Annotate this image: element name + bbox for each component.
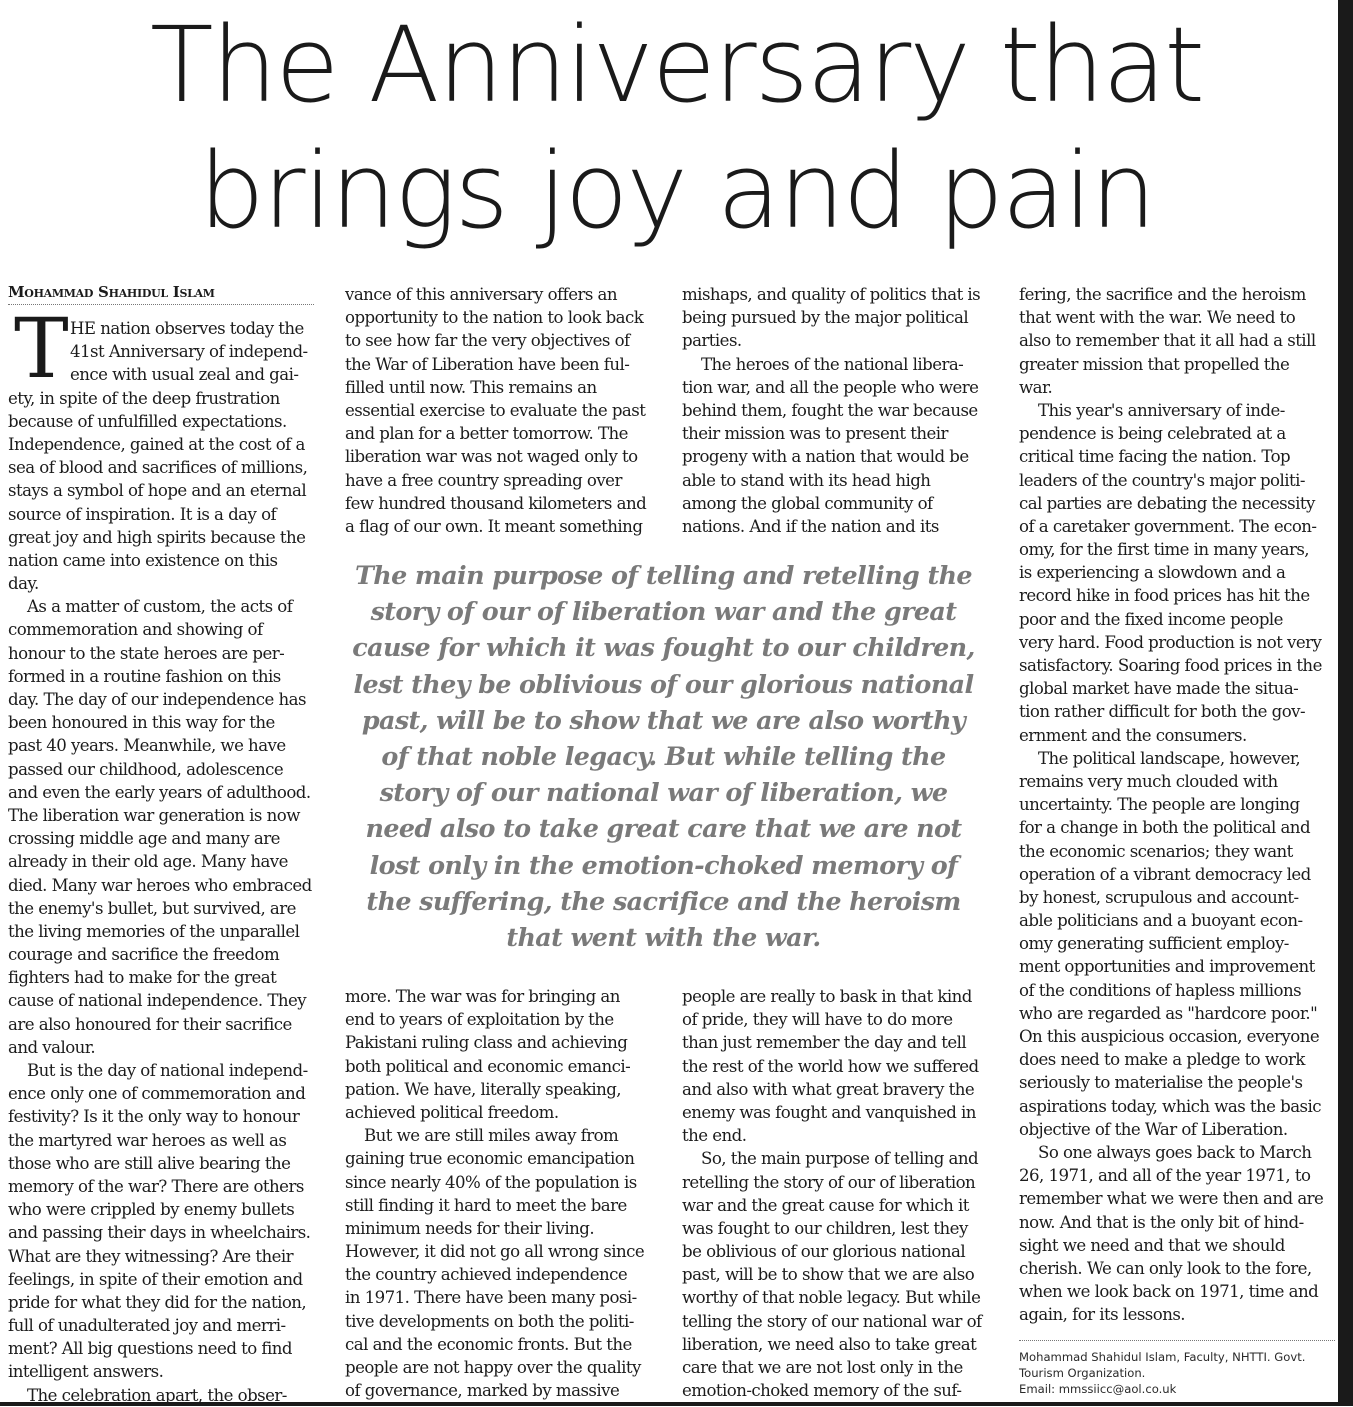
text-line: and valour. [8, 1037, 96, 1057]
text-line: the living memories of the unparallel [8, 921, 300, 941]
text-line: On this auspicious occasion, everyone [1019, 1027, 1320, 1046]
text-line: very hard. Food production is not very [1019, 632, 1322, 652]
text-line: of the conditions of hapless millions [1019, 980, 1302, 1000]
article-column-3-bottom [682, 985, 1002, 1402]
text-line: Pakistani ruling class and achieving [345, 1033, 628, 1053]
text-line: leaders of the country's major politi- [1019, 470, 1305, 490]
text-line: of governance, marked by massive [345, 1381, 620, 1401]
text-line: and even the early years of adulthood. [8, 782, 311, 802]
text-line: pation. We have, literally speaking, [345, 1079, 622, 1099]
text-line: of a caretaker government. The econ- [1019, 516, 1317, 536]
text-line: both political and economic emanci- [345, 1056, 631, 1076]
author-bio-line: Email: mmssiicc@aol.co.uk [1019, 1381, 1177, 1396]
pull-quote-line: the suffering, the sacrifice and the heroism [366, 885, 961, 916]
text-line: stays a symbol of hope and an eternal [8, 481, 307, 501]
text-line: liberation war was not waged only to [345, 447, 638, 467]
pull-quote-line: that went with the war. [506, 922, 821, 953]
text-line: and also with what great bravery the [682, 1079, 975, 1099]
article-column-3-top [682, 283, 1002, 538]
text-line: aspirations today, which was the basic [1019, 1096, 1322, 1116]
text-line: and passing their days in wheelchairs. [8, 1223, 311, 1243]
text-line: to see how far the very objectives of [345, 331, 630, 351]
text-line: in 1971. There have been many posi- [345, 1288, 637, 1308]
text-line: of pride, they will have to do more [682, 1010, 953, 1030]
text-line: now. And that is the only bit of hind- [1019, 1212, 1304, 1232]
text-line: tion rather difficult for both the gov- [1019, 702, 1306, 722]
text-line: who are regarded as "hardcore poor." [1019, 1003, 1318, 1023]
text-line: formed in a routine fashion on this [8, 666, 281, 686]
text-line: remember what we were then and are [1019, 1189, 1324, 1209]
text-line: again, for its lessons. [1019, 1305, 1186, 1325]
text-line: festivity? Is it the only way to honour [8, 1107, 300, 1127]
text-line: their mission was to present their [682, 424, 948, 444]
text-line: full of unadulterated joy and merri- [8, 1316, 286, 1336]
text-line: war and the great cause for which it [682, 1195, 969, 1215]
text-line: have a free country spreading over [345, 470, 622, 490]
text-line: pride for what they did for the nation, [8, 1292, 307, 1312]
text-line: source of inspiration. It is a day of [8, 504, 277, 524]
text-line: remains very much clouded with [1019, 771, 1278, 791]
text-line: who were crippled by enemy bullets [8, 1200, 295, 1220]
text-line: those who are still alive bearing the [8, 1153, 291, 1173]
text-line: past 40 years. Meanwhile, we have [8, 736, 286, 756]
pull-quote-line: story of our national war of liberation, we [379, 777, 948, 808]
text-line: The liberation war generation is now [8, 805, 300, 825]
drop-cap: T [14, 302, 69, 397]
text-line: telling the story of our national war of [682, 1311, 982, 1331]
text-line: cherish. We can only look to the fore, [1019, 1258, 1312, 1278]
text-line: filled until now. This remains an [345, 377, 597, 397]
text-line: So one always goes back to March [1038, 1142, 1312, 1162]
text-line: poor and the fixed income people [1019, 609, 1283, 629]
text-line: few hundred thousand kilometers and [345, 493, 647, 513]
article-column-1 [8, 317, 326, 1407]
text-line: feelings, in spite of their emotion and [8, 1269, 303, 1289]
text-line: a flag of our own. It meant something [345, 516, 643, 536]
headline-line: brings joy and pain [198, 130, 1155, 252]
text-line: than just remember the day and tell [682, 1033, 967, 1053]
text-line: nations. And if the nation and its [682, 516, 939, 536]
text-line: the rest of the world how we suffered [682, 1056, 979, 1076]
text-line: sight we need and that we should [1019, 1235, 1285, 1255]
text-line: ence only one of commemoration and [8, 1084, 306, 1104]
text-line: more. The war was for bringing an [345, 987, 620, 1006]
text-line: and plan for a better tomorrow. The [345, 424, 628, 444]
text-line: since nearly 40% of the population is [345, 1172, 637, 1192]
text-line: fering, the sacrifice and the heroism [1019, 285, 1306, 304]
author-bio [1019, 1340, 1335, 1397]
text-line: pendence is being celebrated at a [1019, 424, 1286, 444]
text-line: by honest, scrupulous and account- [1019, 887, 1299, 907]
pull-quote-line: lest they be oblivious of our glorious national [353, 668, 974, 699]
text-line: This year's anniversary of inde- [1038, 400, 1285, 420]
headline [0, 2, 1353, 254]
text-line: memory of the war? There are others [8, 1176, 304, 1196]
text-line: seriously to materialise the people's [1019, 1073, 1303, 1093]
text-line: people are not happy over the quality [345, 1358, 641, 1377]
text-line: behind them, fought the war because [682, 400, 978, 420]
text-line: progeny with a nation that would be [682, 447, 969, 467]
text-line: people are really to bask in that kind [682, 987, 972, 1006]
text-line: ernment and the consumers. [1019, 725, 1247, 745]
text-line: gaining true economic emancipation [345, 1149, 635, 1169]
text-line: able to stand with its head high [682, 470, 931, 490]
text-line: also to remember that it all had a still [1019, 331, 1316, 351]
pull-quote-line: need also to take great care that we are not [365, 813, 962, 844]
text-line: mishaps, and quality of politics that is [682, 285, 981, 304]
text-line: is experiencing a slowdown and a [1019, 563, 1286, 583]
text-line: nation came into existence on this [8, 550, 278, 570]
text-line: But we are still miles away from [364, 1126, 619, 1146]
text-line: end to years of exploitation by the [345, 1010, 614, 1030]
text-line: cal parties are debating the necessity [1019, 493, 1315, 513]
text-line: sea of blood and sacrifices of millions, [8, 458, 308, 478]
text-line: So, the main purpose of telling and [701, 1149, 979, 1169]
text-line: was fought to our children, lest they [682, 1218, 968, 1238]
text-line: tion war, and all the people who were [682, 377, 979, 397]
pull-quote-line: cause for which it was fought to our children, [352, 632, 975, 663]
text-line: retelling the story of our of liberation [682, 1172, 976, 1192]
text-line: achieved political freedom. [345, 1102, 559, 1122]
text-line: that went with the war. We need to [1019, 308, 1296, 328]
text-line: omy, for the first time in many years, [1019, 540, 1310, 560]
text-line: But is the day of national independ- [27, 1061, 308, 1080]
text-line: vance of this anniversary offers an [345, 285, 618, 304]
text-line: commemoration and showing of [8, 620, 263, 640]
text-line: the economic scenarios; they want [1019, 841, 1293, 861]
text-line: among the global community of [682, 493, 933, 513]
text-line: able politicians and a buoyant econ- [1019, 911, 1303, 931]
text-line: care that we are not lost only in the [682, 1358, 963, 1377]
text-line: for a change in both the political and [1019, 818, 1311, 838]
text-line: be oblivious of our glorious national [682, 1242, 966, 1262]
text-line: As a matter of custom, the acts of [27, 597, 293, 617]
text-line: satisfactory. Soaring food prices in the [1019, 656, 1322, 675]
text-line: cause of national independence. They [8, 991, 307, 1011]
article-column-4 [1019, 283, 1337, 1326]
text-line: great joy and high spirits because the [8, 527, 306, 547]
article-column-2-bottom [345, 985, 665, 1402]
text-line: emotion-choked memory of the suf- [682, 1381, 962, 1401]
text-line: liberation, we need also to take great [682, 1334, 977, 1354]
text-line: when we look back on 1971, time and [1019, 1282, 1319, 1302]
text-line: 41st Anniversary of independ- [70, 342, 308, 362]
text-line: intelligent answers. [8, 1362, 164, 1382]
byline: Mohammad Shahidul Islam [8, 283, 314, 305]
pull-quote-line: past, will be to show that we are also worthy [361, 704, 966, 735]
text-line: ment? All big questions need to find [8, 1339, 292, 1359]
author-bio-line: Mohammad Shahidul Islam, Faculty, NHTTI. Govt. [1019, 1350, 1306, 1364]
text-line: courage and sacrifice the freedom [8, 945, 280, 965]
headline-line: The Anniversary that [149, 4, 1204, 126]
article-column-2-top [345, 283, 665, 538]
text-line: essential exercise to evaluate the past [345, 400, 646, 420]
text-line: fighters had to make for the great [8, 968, 277, 988]
text-line: honour to the state heroes are per- [8, 643, 285, 663]
text-line: Independence, gained at the cost of a [8, 434, 305, 454]
text-line: because of unfulfilled expectations. [8, 411, 287, 431]
pull-quote-line: of that noble legacy. But while telling the [381, 741, 946, 772]
text-line: minimum needs for their living. [345, 1218, 595, 1238]
pull-quote-line: story of our of liberation war and the great [370, 596, 957, 627]
text-line: still finding it hard to meet the bare [345, 1195, 627, 1215]
text-line: record hike in food prices has hit the [1019, 586, 1310, 606]
text-line: died. Many war heroes who embraced [8, 875, 312, 895]
text-line: opportunity to the nation to look back [345, 308, 644, 328]
text-line: passed our childhood, adolescence [8, 759, 284, 779]
text-line: the martyred war heroes as well as [8, 1130, 287, 1150]
text-line: global market have made the situa- [1019, 679, 1299, 699]
text-line: cal and the economic fronts. But the [345, 1334, 632, 1354]
text-line: The political landscape, however, [1038, 748, 1301, 768]
text-line: greater mission that propelled the [1019, 354, 1290, 374]
text-line: are also honoured for their sacrifice [8, 1014, 292, 1034]
text-line: the country achieved independence [345, 1265, 628, 1285]
text-line: war. [1019, 377, 1053, 397]
text-line: objective of the War of Liberation. [1019, 1119, 1288, 1139]
text-line: omy generating sufficient employ- [1019, 934, 1289, 954]
text-line: enemy was fought and vanquished in [682, 1102, 976, 1122]
text-line: What are they witnessing? Are their [8, 1246, 294, 1266]
text-line: does need to make a pledge to work [1019, 1050, 1305, 1070]
text-line: past, will be to show that we are also [682, 1265, 975, 1285]
text-line: parties. [682, 331, 742, 351]
pull-quote-line: The main purpose of telling and retelling the [354, 560, 972, 590]
text-line: worthy of that noble legacy. But while [682, 1288, 981, 1308]
pull-quote-line: lost only in the emotion-choked memory of [369, 849, 958, 880]
text-line: day. [8, 574, 39, 594]
text-line: The heroes of the national libera- [701, 354, 964, 374]
text-line: already in their old age. Many have [8, 852, 288, 872]
author-bio-line: Tourism Organization. [1019, 1365, 1146, 1380]
text-line: the enemy's bullet, but survived, are [8, 898, 296, 918]
text-line: ety, in spite of the deep frustration [8, 388, 280, 408]
text-line: tive developments on both the politi- [345, 1311, 634, 1331]
text-line: the end. [682, 1126, 747, 1146]
text-line: However, it did not go all wrong since [345, 1242, 645, 1262]
text-line: HE nation observes today the [70, 319, 304, 338]
text-line: uncertainty. The people are longing [1019, 795, 1300, 815]
text-line: critical time facing the nation. Top [1019, 447, 1291, 467]
text-line: being pursued by the major political [682, 308, 969, 328]
text-line: been honoured in this way for the [8, 713, 275, 733]
text-line: ence with usual zeal and gai- [70, 365, 299, 385]
text-line: the War of Liberation have been ful- [345, 354, 630, 374]
text-line: operation of a vibrant democracy led [1019, 864, 1311, 884]
pull-quote [343, 557, 984, 955]
text-line: 26, 1971, and all of the year 1971, to [1019, 1166, 1311, 1186]
text-line: day. The day of our independence has [8, 690, 306, 709]
text-line: The celebration apart, the obser- [27, 1385, 287, 1405]
text-line: crossing middle age and many are [8, 829, 280, 849]
text-line: ment opportunities and improvement [1019, 957, 1315, 977]
